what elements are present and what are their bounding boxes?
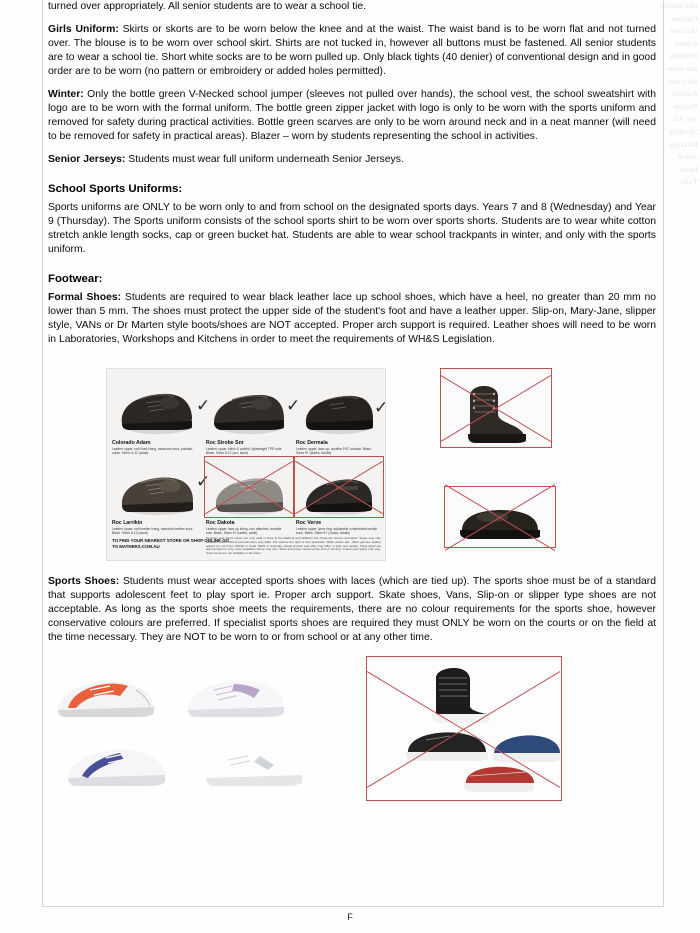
girls-uniform-label: Girls Uniform: <box>48 24 119 35</box>
bleed-line-3: mrofinU <box>670 26 698 36</box>
shoe-name-colorado-adam: Colorado Adam <box>112 440 151 446</box>
shoe-sub-colorado-adam: Leather upper, soft lined lining, tamboard sock, padded collar. Sizes: 6-12 (adult) <box>112 447 193 456</box>
shoe-name-roc-larrikin: Roc Larrikin <box>112 520 143 526</box>
sports-shoe-illustration <box>50 662 160 724</box>
senior-jerseys-text: Students must wear full uniform underneath Senior Jerseys. <box>125 154 404 165</box>
reject-cross-roc-verve <box>294 456 384 518</box>
accept-tick-roc-larrikin: ✓ <box>196 472 211 492</box>
bleed-line-2: enoitpO <box>671 13 698 23</box>
page-marker: F <box>347 912 353 922</box>
shoe-name-roc-dermala: Roc Dermala <box>296 440 328 446</box>
reject-cross-roc-dakota <box>204 456 294 518</box>
paragraph-winter <box>48 88 656 144</box>
bleed-line-13: hcnuL <box>677 152 698 162</box>
bleed-line-10: llA uoy <box>673 114 698 124</box>
shoe-sub-roc-dakota: Leather upper, lace-up lining, non attached, durable sole. Black. Sizes 5+ (ladies, adult) <box>206 527 282 536</box>
shoe-photo-walking-shoe-white-purple <box>180 662 290 724</box>
shoe-illustration <box>206 372 292 438</box>
shoe-name-roc-strobe-snr: Roc Strobe Snr <box>206 440 244 446</box>
formal-shoes-figure <box>48 356 656 561</box>
sports-shoe-illustration <box>62 732 172 794</box>
shoe-sub-roc-verve: Leather upper, lycra ring, adjustable comfortable buckle sock. Black. Sizes 5+ (Junior, Adults) <box>296 527 378 536</box>
girls-uniform-text: Skirts or skorts are to be worn below the knee and at the waist. The waist band is to be worn flat and not turned over. The blouse is to be worn over school skirt. Shirts are not tucked in, however all buttons must be fastened. All senior students are to wear a school tie. Short white socks are to be worn pulled up. Only black tights (40 denier) of conventional design and in good order are to be worn (no pattern or embroidery or added holes permitted). <box>48 24 656 77</box>
bleed-line-4: loohcS <box>675 38 698 48</box>
shoe-photo-running-shoe-orange-white <box>50 662 160 724</box>
shoe-sub-roc-dermala: Leather upper, lace-up, durable PVC outsole. Black. Sizes 5+ (ladies, Adults) <box>296 447 372 456</box>
paragraph-sports-uniforms: Sports uniforms are ONLY to be worn only to and from school on the designated sports days. Years 7 and 8 (Wednesday) and Year 9 (Thursday). The Sports uniform consists of the school sports shirt to be worn over sports shorts. Students are to wear white cotton stretch ankle length socks, cap or green bucket hat. Students are able to wear school trackpants in winter, and only with the sports uniform. <box>48 202 656 255</box>
accept-tick-roc-strobe-snr: ✓ <box>286 396 301 416</box>
bleed-line-11: gnihtolC <box>669 126 698 136</box>
paragraph-intro <box>48 0 656 14</box>
shoe-name-roc-dakota: Roc Dakota <box>206 520 235 526</box>
paragraph-formal-shoes <box>48 291 656 347</box>
heading-footwear: Footwear: <box>48 273 103 285</box>
bleed-line-7: dna trihS <box>668 76 698 86</box>
bleed-line-5: stnedutS <box>669 51 698 61</box>
bleed-line-14: smetI <box>679 164 698 174</box>
winter-label: Winter: <box>48 89 84 100</box>
catalogue-store-note: TO FIND YOUR NEAREST STORE OR SHOP ONLINE GO TO MATHERS.COM.AU <box>112 538 230 549</box>
sports-shoes-figure <box>48 654 656 804</box>
paragraph-senior-jerseys <box>48 153 656 167</box>
heading-school-sports-uniforms: School Sports Uniforms: <box>48 183 183 195</box>
reject-cross-slip-on <box>444 486 556 548</box>
paragraph-intro-text: turned over appropriately. All senior students are to wear a school tie. <box>48 1 367 12</box>
shoe-illustration <box>112 458 202 518</box>
shoe-photo-roc-strobe-snr <box>206 372 292 438</box>
shoe-illustration <box>296 372 382 438</box>
shoe-illustration <box>112 372 202 438</box>
sports-shoes-text: Students must wear accepted sports shoes with laces (which are tied up). The sports shoe must be of a standard that supports adolescent feet to play sport ie. Proper arch support. Skate shoes, Vans, Slip-on or slipper type shoes are not acceptable. As long as the sports shoe meets the requirements, there are no colour requirements for the sports shoe, however conservative colours are preferred. If specialist sports shoes are required they must ONLY be worn on the courts or on the field at the time necessary. They are NOT to be worn to or from school or at any other time. <box>48 576 656 643</box>
shoe-photo-colorado-adam <box>112 372 202 438</box>
shoe-photo-roc-larrikin <box>112 458 202 518</box>
bleed-line-8: troohcS <box>672 89 698 99</box>
page-footer <box>0 912 700 922</box>
winter-text: Only the bottle green V-Necked school jumper (sleeves not pulled over hands), the school vest, the school sweatshirt with logo are to be worn with the formal uniform. The bottle green zipper jacket with logo is only to be worn with the sports uniform and removed for safety during practical activities. Bottle green scarves are only to be worn around neck and in a neat manner (will need to be removed for safety in practical areas). Blazer – worn by students representing the school in activities. <box>48 89 656 142</box>
shoe-sub-roc-strobe-snr: Leather upper, stitch & quilted, lightweight TPR sole. Black. Sizes 6-12 (snr, adult) <box>206 447 283 456</box>
paragraph-sports-shoes <box>48 575 656 645</box>
bleed-line-9: desaelP <box>672 101 698 111</box>
shoe-photo-court-shoe-white-nb <box>198 732 308 794</box>
shoe-photo-running-shoe-white-blue <box>62 732 172 794</box>
sports-shoe-illustration <box>198 732 308 794</box>
bleed-line-12: gnikraM <box>670 139 698 149</box>
shoe-name-roc-verve: Roc Verve <box>296 520 322 526</box>
accept-tick-colorado-adam: ✓ <box>196 396 211 416</box>
formal-shoes-text: Students are required to wear black leather lace up school shoes, which have a heel, no greater than 20 mm no lower than 5 mm. The shoes must protect the upper side of the student's foot and have a leather upper. Slip-on, Mary-Jane, slipper style, VANs or Dr Marten style boots/shoes are NOT accepted. Proper arch support is required. Leather shoes will need to be worn in Laboratories, Workshops and Kitchens in order to meet the requirements of WH&S Legislation. <box>48 292 656 345</box>
document-body <box>48 0 656 808</box>
reject-cross-dr-marten-boot <box>440 368 552 448</box>
senior-jerseys-label: Senior Jerseys: <box>48 154 126 165</box>
bleed-line-1: noitamrofni <box>659 1 698 10</box>
paragraph-girls-uniform <box>48 23 656 79</box>
formal-shoes-label: Formal Shoes: <box>48 292 122 303</box>
catalogue-fine-print: Products and prices shown are only valid in store at the Mathers and Williams The Shoemen stores nominated. Styles may vary between stores. Where pictorial sizes may differ. We reserve the right to limit quantities. While stocks last. 100% genuine leather uppers for our FULL PRICE or Code 'NEW' in Australia; actual product and offer may differ in style and design. Sizes listed are approximate for only; sizes available instore may vary. Sizes and prices correct at the time of printing. Colours and styles may vary. Some items are not available in all stores. <box>206 536 381 556</box>
bleed-line-6: erom dna <box>667 63 698 73</box>
sports-shoe-illustration <box>180 662 290 724</box>
shoe-photo-roc-dermala <box>296 372 382 438</box>
bleed-line-15: epyT <box>681 177 698 187</box>
sports-shoes-label: Sports Shoes: <box>48 576 120 587</box>
accept-tick-roc-dermala: ✓ <box>374 398 389 418</box>
reject-cross-sports-shoes <box>366 656 562 801</box>
shoe-sub-roc-larrikin: Leather upper, soft leather lining, standard leather sock. Black. Sizes 8-13 (adult) <box>112 527 194 536</box>
